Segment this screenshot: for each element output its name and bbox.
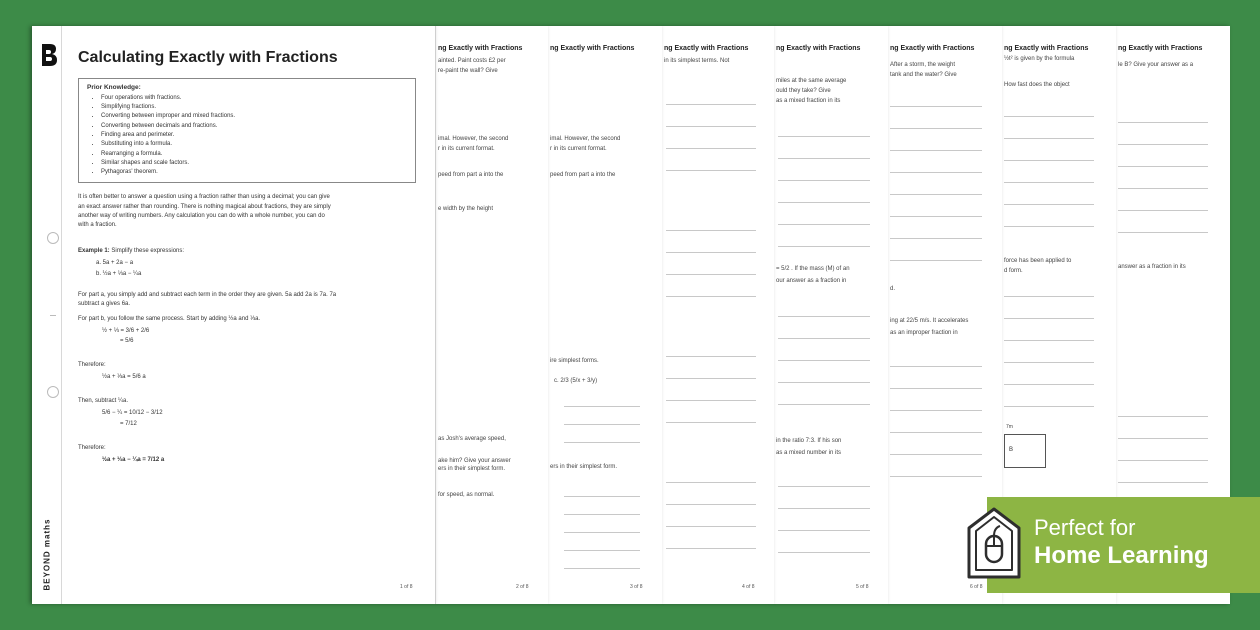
question-text: ing at 22/5 m/s. It accelerates (890, 318, 969, 324)
brand-text: BEYOND maths (42, 518, 52, 591)
house-mouse-icon (966, 506, 1022, 580)
question-text: d form. (1004, 268, 1023, 274)
page-title: ng Exactly with Fractions (438, 45, 523, 52)
question-text: in the ratio 7:3. If his son (776, 438, 842, 444)
example-prompt: Simplify these expressions: (111, 247, 185, 254)
equation-line: = 7/12 (120, 420, 137, 427)
text-line: For part a, you simply add and subtract each term in the order they are given. 5a add 2a is 7a. 7a (78, 291, 337, 298)
question-text: r in its current format. (438, 146, 495, 152)
text-line: subtract a gives 6a. (78, 300, 131, 307)
page-margin (32, 26, 62, 604)
prior-knowledge-heading: Prior Knowledge: (87, 84, 141, 91)
text-line: an exact answer rather than rounding. There is nothing magical about fractions, they are simply (78, 203, 331, 210)
list-item: • Finding area and perimeter. (101, 131, 407, 140)
diagram-label: B (1009, 447, 1014, 453)
text-line: It is often better to answer a question using a fraction rather than using a decimal; you can give (78, 194, 330, 201)
promo-text (1034, 514, 1209, 570)
prior-knowledge-box (78, 78, 416, 183)
text-line: another way of writing numbers. Any calculation you can do with a whole number, you can do (78, 213, 325, 220)
example-heading (78, 247, 418, 256)
worksheet-page-1 (32, 26, 436, 604)
list-item: • Substituting into a formula. (101, 140, 407, 149)
page-number: 5 of 8 (856, 584, 869, 590)
question-text: ould they take? Give (776, 88, 831, 94)
fold-mark (50, 315, 56, 316)
diagram-label: 7m (1006, 424, 1013, 430)
question-text: as a mixed number in its (776, 450, 842, 456)
equation-line: 5/6 − ¼ = 10/12 − 3/12 (102, 410, 163, 416)
question-text: peed from part a into the (550, 172, 616, 178)
punch-hole (47, 386, 59, 398)
page-number: 3 of 8 (630, 584, 643, 590)
working-4: ½a + ⅓a − ¼a = 7/12 a (102, 456, 165, 463)
worksheet-page-5 (774, 26, 888, 604)
page-title: ng Exactly with Fractions (890, 45, 975, 52)
list-item: • Simplifying fractions. (101, 103, 407, 112)
page-title: ng Exactly with Fractions (1004, 45, 1089, 52)
list-item: • Pythagoras' theorem. (101, 168, 407, 177)
page-content (78, 46, 418, 479)
punch-hole (47, 232, 59, 244)
page-title: ng Exactly with Fractions (1118, 45, 1203, 52)
question-text: ire simplest forms. (550, 358, 599, 364)
question-text: answer as a fraction in its (1118, 264, 1186, 270)
promo-line-1: Perfect for (1034, 515, 1136, 540)
question-text: force has been applied to (1004, 258, 1072, 264)
example-part-a: a. 5a + 2a − a (96, 259, 134, 266)
list-item: • Rearranging a formula. (101, 150, 407, 159)
question-text: imal. However, the second (550, 136, 621, 142)
question-text: as an improper fraction in (890, 330, 958, 336)
beyond-logo-icon (38, 42, 58, 68)
working-2: ½a + ⅓a = 5/6 a (102, 374, 146, 381)
page-number: 4 of 8 (742, 584, 755, 590)
question-text: miles at the same average (776, 78, 847, 84)
page-number: 1 of 8 (400, 584, 413, 590)
list-item: • Converting between improper and mixed fractions. (101, 112, 407, 121)
worksheet-page-3 (548, 26, 662, 604)
working-1 (102, 326, 418, 348)
question-text: as Josh's average speed, (438, 436, 506, 442)
question-text: ers in their simplest form. (550, 464, 618, 470)
question-text: ers in their simplest form. (438, 466, 506, 472)
promo-line-2: Home Learning (1034, 542, 1209, 569)
therefore-label: Therefore: (78, 362, 106, 369)
question-text: imal. However, the second (438, 136, 509, 142)
page-title: ng Exactly with Fractions (664, 45, 749, 52)
list-item: • Converting between decimals and fractions. (101, 122, 407, 131)
subtract-label: Then, subtract ¼a. (78, 398, 129, 404)
question-text: r in its current format. (550, 146, 607, 152)
question-text: = 5/2 . If the mass (M) of an (776, 266, 850, 272)
text-line: with a fraction. (78, 222, 117, 229)
equation-line: ½ + ⅓ = 3/6 + 2/6 (102, 327, 150, 334)
example-part-b: b. ½a + ⅓a − ¼a (96, 270, 142, 277)
question-text: peed from part a into the (438, 172, 504, 178)
question-text: ½t² is given by the formula (1004, 56, 1075, 62)
question-text: c. 2/3 (5/x + 3/y) (554, 378, 598, 384)
document-title: Calculating Exactly with Fractions (78, 49, 338, 66)
prior-knowledge-list (87, 94, 407, 178)
question-text: le B? Give your answer as a (1118, 62, 1194, 68)
question-text: e width by the height (438, 206, 494, 212)
intro-paragraph (78, 193, 418, 230)
question-text: ake him? Give your answer (438, 458, 511, 464)
question-text: in its simplest terms. Not (664, 58, 730, 64)
question-text: re-paint the wall? Give (438, 68, 498, 74)
question-text: How fast does the object (1004, 82, 1070, 88)
therefore-label: Therefore: (78, 444, 106, 451)
page-title: ng Exactly with Fractions (776, 45, 861, 52)
question-text: d. (890, 286, 896, 292)
list-item: • Four operations with fractions. (101, 94, 407, 103)
question-text: as a mixed fraction in its (776, 98, 841, 104)
page-title: ng Exactly with Fractions (550, 45, 635, 52)
question-text: ainted. Paint costs £2 per (438, 58, 506, 64)
example-label: Example 1: (78, 247, 110, 254)
rectangle-diagram (1004, 434, 1046, 468)
brand-mark (39, 496, 55, 604)
list-item: • Similar shapes and scale factors. (101, 159, 407, 168)
working-3 (102, 408, 418, 430)
worksheet-page-2 (436, 26, 548, 604)
page-number: 2 of 8 (516, 584, 529, 590)
explanation-part-b: For part b, you follow the same process. Start by adding ½a and ⅓a. (78, 315, 261, 322)
equation-line: = 5/6 (120, 338, 134, 345)
question-text: our answer as a fraction in (776, 278, 847, 284)
explanation-part-a (78, 291, 418, 309)
question-text: for speed, as normal. (438, 492, 495, 498)
question-text: After a storm, the weight (890, 62, 956, 68)
page-number: 6 of 8 (970, 584, 983, 590)
worksheet-page-4 (662, 26, 774, 604)
question-text: tank and the water? Give (890, 72, 957, 78)
